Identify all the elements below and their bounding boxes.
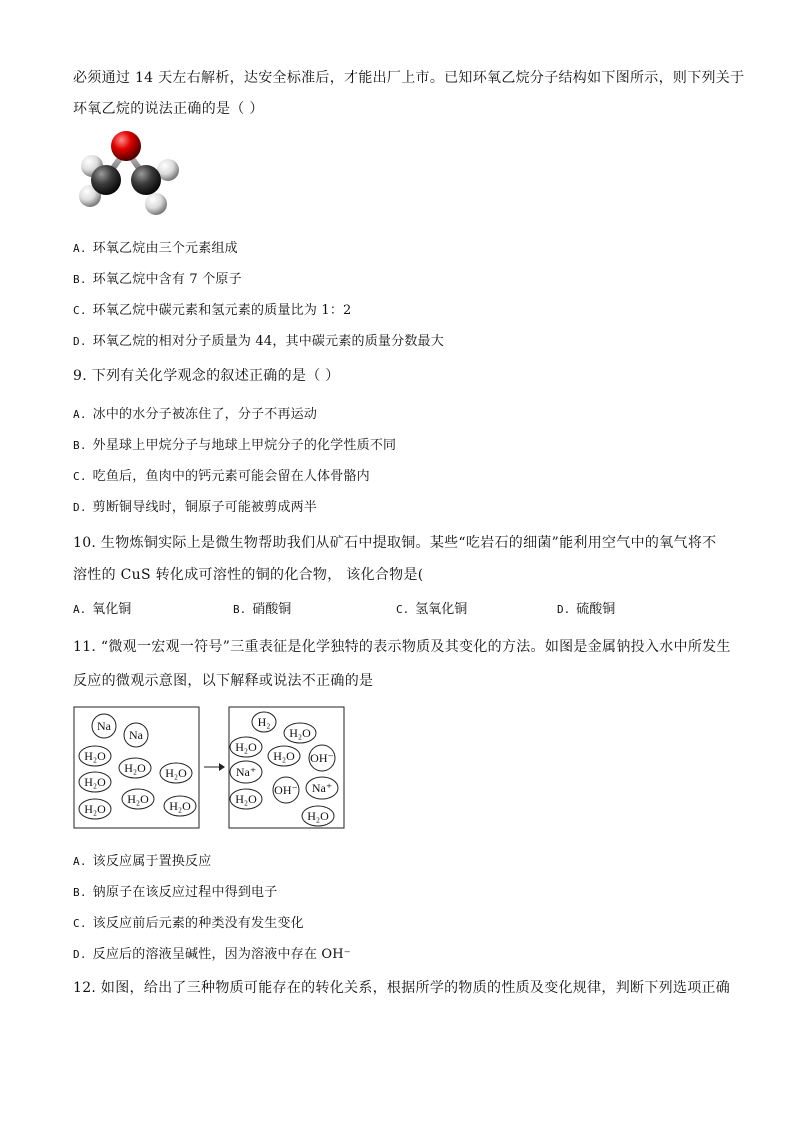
q8-option-a: A. 环氧乙烷由三个元素组成	[73, 241, 238, 256]
h2o-molecule-label: H₂O	[84, 775, 106, 789]
q9-option-c: C. 吃鱼后，鱼肉中的钙元素可能会留在人体骨骼内	[73, 469, 370, 484]
q11-stem-line1: 11. “微观一宏观一符号”三重表征是化学独特的表示物质及其变化的方法。如图是金属钠投入水中所发生	[73, 639, 731, 655]
q11-option-a: A. 该反应属于置换反应	[73, 854, 212, 869]
q11-option-c: C. 该反应前后元素的种类没有发生变化	[73, 916, 304, 931]
sodium-ion-label: Na⁺	[311, 781, 333, 795]
q9-stem: 9. 下列有关化学观念的叙述正确的是（ ）	[73, 368, 340, 384]
sodium-ion-label: Na⁺	[235, 765, 257, 779]
q9-option-a: A. 冰中的水分子被冻住了，分子不再运动	[73, 407, 318, 422]
h2o-molecule-label: H₂O	[289, 726, 311, 740]
h2o-molecule-label: H₂O	[127, 792, 149, 806]
q9-option-d: D. 剪断铜导线时，铜原子可能被剪成两半	[73, 500, 318, 515]
h2o-molecule-label: H₂O	[235, 740, 257, 754]
q8-option-b: B. 环氧乙烷中含有 7 个原子	[73, 272, 242, 287]
ethylene-oxide-molecule-image	[70, 128, 185, 220]
q10-option-d: D. 硫酸铜	[557, 602, 616, 617]
na-atom-label: Na	[97, 719, 111, 733]
hydroxide-ion-label: OH⁻	[310, 751, 334, 765]
h2o-molecule-label: H₂O	[124, 761, 146, 775]
h2o-molecule-label: H₂O	[169, 799, 191, 813]
q11-option-d: D. 反应后的溶液呈碱性，因为溶液中存在 OH⁻	[73, 947, 351, 962]
q10-stem-line2: 溶性的 CuS 转化成可溶性的铜的化合物， 该化合物是(	[73, 567, 424, 583]
q10-stem-line1: 10. 生物炼铜实际上是微生物帮助我们从矿石中提取铜。某些“吃岩石的细菌”能利用空气中的氧气将不	[73, 535, 717, 551]
sodium-water-reaction-diagram	[73, 706, 348, 830]
q8-stem-line1: 必须通过 14 天左右解析，达安全标准后，才能出厂上市。已知环氧乙烷分子结构如下图所示，则下列关于	[73, 70, 745, 86]
h2o-molecule-label: H₂O	[273, 749, 295, 763]
q10-option-a: A. 氧化铜	[73, 602, 132, 617]
hydroxide-ion-label: OH⁻	[274, 783, 298, 797]
q11-option-b: B. 钠原子在该反应过程中得到电子	[73, 885, 278, 900]
q8-option-d: D. 环氧乙烷的相对分子质量为 44，其中碳元素的质量分数最大	[73, 334, 444, 349]
h2o-molecule-label: H₂O	[165, 766, 187, 780]
q10-option-b: B. 硝酸铜	[233, 602, 292, 617]
h2o-molecule-label: H₂O	[307, 809, 329, 823]
q11-stem-line2: 反应的微观示意图，以下解释或说法不正确的是	[73, 673, 374, 689]
na-atom-label: Na	[129, 728, 143, 742]
q8-option-c: C. 环氧乙烷中碳元素和氢元素的质量比为 1：2	[73, 303, 352, 318]
q8-stem-line2: 环氧乙烷的说法正确的是（ ）	[73, 101, 264, 117]
q10-option-c: C. 氢氧化铜	[396, 602, 468, 617]
h2o-molecule-label: H₂O	[235, 792, 257, 806]
h2o-molecule-label: H₂O	[84, 802, 106, 816]
h2o-molecule-label: H₂O	[84, 749, 106, 763]
q9-option-b: B. 外星球上甲烷分子与地球上甲烷分子的化学性质不同	[73, 438, 397, 453]
q12-stem-line1: 12. 如图，给出了三种物质可能存在的转化关系，根据所学的物质的性质及变化规律，判断下列选项正确	[73, 980, 731, 996]
reaction-arrow	[204, 763, 225, 771]
h2-molecule-label: H₂	[257, 715, 271, 729]
